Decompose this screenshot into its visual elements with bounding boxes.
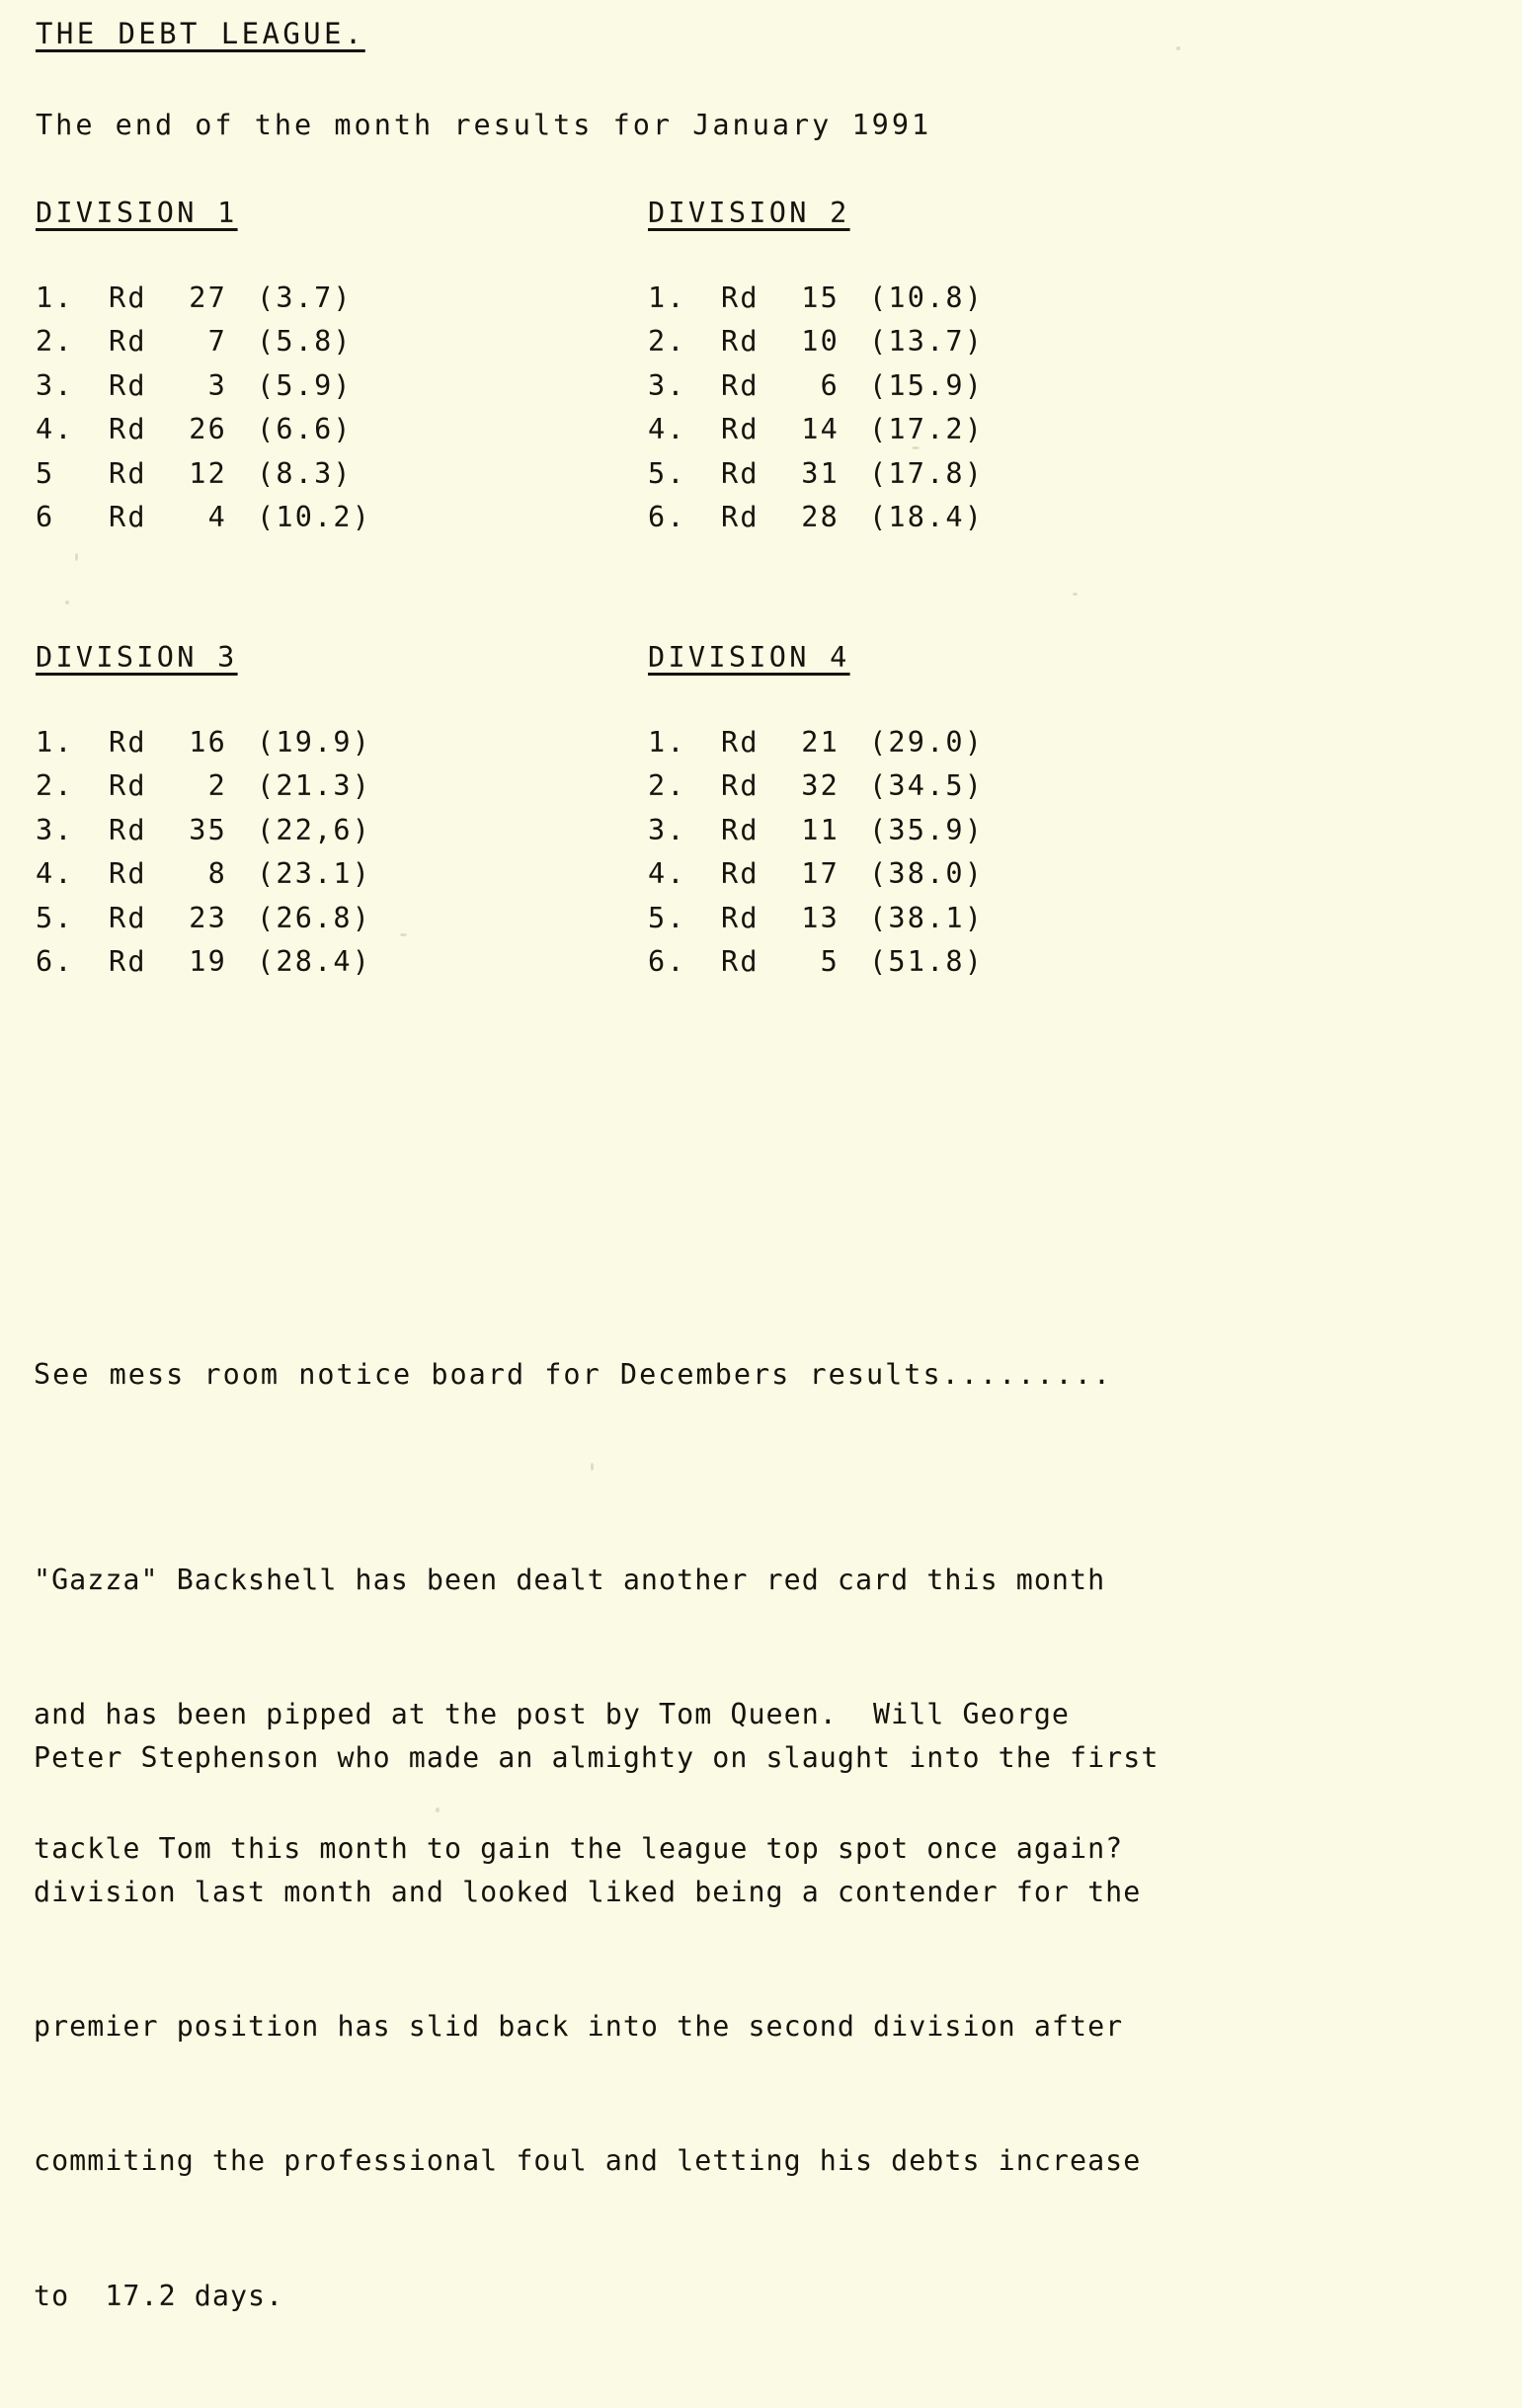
- standing-value: (38.1): [869, 901, 985, 934]
- standing-rank: 6.: [648, 501, 686, 533]
- paragraph-line: to 17.2 days.: [34, 2279, 284, 2312]
- division-block-3: [36, 641, 395, 993]
- standing-rank: 6: [36, 501, 55, 533]
- standing-row: [36, 813, 395, 861]
- standing-value: (17.2): [869, 413, 985, 445]
- standing-rank: 2.: [36, 769, 74, 802]
- paper-speck: [75, 553, 78, 561]
- standing-number: 35: [189, 813, 227, 846]
- standing-number: 15: [801, 281, 840, 314]
- standing-row: [36, 413, 395, 460]
- standing-team: Rd: [109, 501, 147, 533]
- standing-number: 6: [820, 368, 840, 402]
- standing-number: 3: [207, 368, 227, 402]
- division-standings-list: [648, 725, 1007, 993]
- standing-team: Rd: [721, 945, 760, 978]
- standing-row: [36, 857, 395, 905]
- standing-row: [648, 769, 1007, 817]
- paragraph-line: and has been pipped at the post by Tom Queen. Will George: [34, 1698, 1070, 1731]
- standing-team: Rd: [721, 857, 760, 890]
- standing-team: Rd: [109, 813, 147, 846]
- standing-team: Rd: [109, 769, 147, 802]
- standing-number: 14: [801, 413, 840, 445]
- standing-value: (10.2): [257, 501, 372, 533]
- standing-row: [648, 813, 1007, 861]
- standing-rank: 3.: [36, 813, 74, 846]
- standing-value: (26.8): [257, 901, 372, 934]
- division-block-2: [648, 197, 1007, 548]
- standing-value: (23.1): [257, 857, 372, 890]
- standing-number: 27: [189, 281, 227, 314]
- paper-speck: [1176, 46, 1180, 50]
- standing-number: 4: [207, 501, 227, 533]
- standing-number: 5: [820, 945, 840, 978]
- standing-value: (35.9): [869, 813, 985, 846]
- standing-team: Rd: [721, 413, 760, 445]
- division-heading: DIVISION 4: [648, 641, 850, 674]
- standing-value: (3.7): [257, 281, 353, 314]
- standing-rank: 4.: [36, 857, 74, 890]
- standing-number: 23: [189, 901, 227, 934]
- standing-team: Rd: [109, 413, 147, 445]
- standing-value: (6.6): [257, 413, 353, 445]
- standing-value: (29.0): [869, 725, 985, 759]
- standing-value: (38.0): [869, 857, 985, 890]
- standing-number: 21: [801, 725, 840, 759]
- paragraph-line: "Gazza" Backshell has been dealt another red card this month: [34, 1563, 1106, 1596]
- paper-speck: [436, 1807, 440, 1812]
- standing-row: [648, 368, 1007, 417]
- standing-rank: 2.: [648, 769, 686, 802]
- standing-number: 19: [189, 945, 227, 978]
- standing-row: [648, 413, 1007, 460]
- standing-number: 31: [801, 456, 840, 490]
- standing-rank: 3.: [648, 813, 686, 846]
- standing-number: 12: [189, 456, 227, 490]
- standing-row: [36, 501, 395, 548]
- standing-rank: 1.: [36, 725, 74, 759]
- standing-rank: 1.: [36, 281, 74, 314]
- standing-value: (17.8): [869, 456, 985, 490]
- paragraph-line: tackle Tom this month to gain the league top spot once again?: [34, 1832, 1124, 1866]
- standing-value: (34.5): [869, 769, 985, 802]
- standing-rank: 1.: [648, 725, 686, 759]
- standing-value: (15.9): [869, 368, 985, 402]
- standing-row: [648, 901, 1007, 949]
- standing-team: Rd: [721, 325, 760, 358]
- standing-row: [648, 281, 1007, 329]
- standing-number: 10: [801, 325, 840, 358]
- standing-row: [36, 368, 395, 417]
- standing-team: Rd: [721, 456, 760, 490]
- standing-rank: 1.: [648, 281, 686, 314]
- paper-speck: [1073, 593, 1078, 596]
- standing-rank: 4.: [648, 413, 686, 445]
- standing-row: [36, 281, 395, 329]
- division-heading: DIVISION 2: [648, 197, 850, 229]
- standing-rank: 2.: [648, 325, 686, 358]
- paragraph-line: division last month and looked liked being a contender for the: [34, 1876, 1142, 1909]
- paper-speck: [65, 601, 69, 604]
- standing-rank: 5.: [36, 901, 74, 934]
- standing-number: 26: [189, 413, 227, 445]
- paper-speck: [912, 446, 920, 449]
- standing-rank: 4.: [36, 413, 74, 445]
- standing-value: (22,6): [257, 813, 372, 846]
- standing-row: [648, 325, 1007, 372]
- standing-team: Rd: [721, 368, 760, 402]
- standing-number: 17: [801, 857, 840, 890]
- standing-row: [36, 725, 395, 773]
- standing-rank: 2.: [36, 325, 74, 358]
- paragraph-line: premier position has slid back into the second division after: [34, 2010, 1124, 2044]
- paper-speck: [400, 933, 407, 936]
- standing-value: (13.7): [869, 325, 985, 358]
- standing-row: [36, 769, 395, 817]
- standing-row: [36, 325, 395, 372]
- standing-value: (5.8): [257, 325, 353, 358]
- standing-value: (19.9): [257, 725, 372, 759]
- standing-value: (10.8): [869, 281, 985, 314]
- division-standings-list: [648, 281, 1007, 548]
- standing-value: (18.4): [869, 501, 985, 533]
- page-title: THE DEBT LEAGUE.: [36, 17, 365, 50]
- standing-row: [36, 456, 395, 505]
- standing-team: Rd: [721, 901, 760, 934]
- standing-rank: 3.: [36, 368, 74, 402]
- standing-team: Rd: [109, 725, 147, 759]
- division-block-1: [36, 197, 395, 548]
- standing-team: Rd: [109, 901, 147, 934]
- standing-number: 7: [207, 325, 227, 358]
- standing-number: 13: [801, 901, 840, 934]
- standing-row: [648, 501, 1007, 548]
- standing-team: Rd: [721, 725, 760, 759]
- standing-team: Rd: [109, 945, 147, 978]
- standing-rank: 3.: [648, 368, 686, 402]
- standing-team: Rd: [109, 281, 147, 314]
- standing-value: (51.8): [869, 945, 985, 978]
- standing-value: (28.4): [257, 945, 372, 978]
- standing-team: Rd: [109, 456, 147, 490]
- standing-number: 11: [801, 813, 840, 846]
- document-subtitle: The end of the month results for January 1991: [36, 109, 932, 141]
- standing-rank: 6.: [36, 945, 74, 978]
- paper-speck: [591, 1463, 594, 1471]
- division-heading: DIVISION 3: [36, 641, 238, 674]
- paragraph-line: commiting the professional foul and letting his debts increase: [34, 2144, 1142, 2178]
- standing-rank: 5.: [648, 901, 686, 934]
- standing-team: Rd: [109, 368, 147, 402]
- paragraph-stephenson: [34, 1645, 1159, 2408]
- standing-rank: 5.: [648, 456, 686, 490]
- standing-team: Rd: [721, 769, 760, 802]
- paragraph-line: Peter Stephenson who made an almighty on slaught into the first: [34, 1740, 1160, 1774]
- standing-row: [36, 901, 395, 949]
- division-standings-list: [36, 725, 395, 993]
- notice-line: See mess room notice board for Decembers results.........: [34, 1358, 1113, 1391]
- division-heading: DIVISION 1: [36, 197, 238, 229]
- standing-row: [648, 725, 1007, 773]
- standing-rank: 4.: [648, 857, 686, 890]
- standing-number: 8: [207, 857, 227, 890]
- standing-team: Rd: [721, 813, 760, 846]
- standing-team: Rd: [109, 857, 147, 890]
- standing-team: Rd: [721, 281, 760, 314]
- standing-number: 32: [801, 769, 840, 802]
- standing-rank: 6.: [648, 945, 686, 978]
- standing-row: [648, 857, 1007, 905]
- division-standings-list: [36, 281, 395, 548]
- standing-row: [648, 456, 1007, 505]
- division-block-4: [648, 641, 1007, 993]
- standing-rank: 5: [36, 456, 55, 490]
- standing-number: 16: [189, 725, 227, 759]
- standing-row: [648, 945, 1007, 993]
- standing-team: Rd: [721, 501, 760, 533]
- standing-number: 28: [801, 501, 840, 533]
- standing-row: [36, 945, 395, 993]
- standing-value: (8.3): [257, 456, 353, 490]
- standing-value: (21.3): [257, 769, 372, 802]
- standing-team: Rd: [109, 325, 147, 358]
- standing-number: 2: [207, 769, 227, 802]
- standing-value: (5.9): [257, 368, 353, 402]
